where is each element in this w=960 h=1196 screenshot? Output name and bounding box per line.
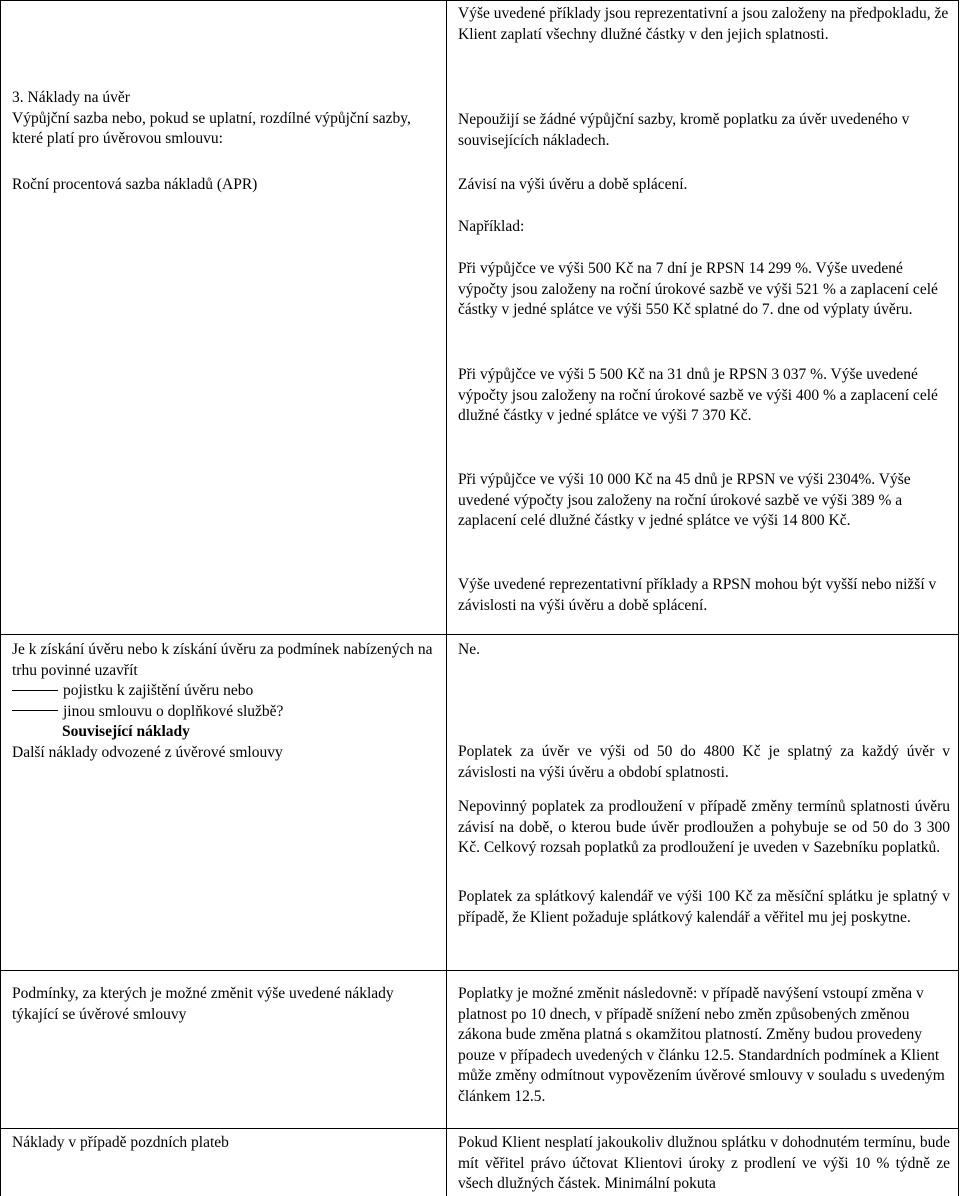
late-payment-text: Pokud Klient nesplatí jakoukoliv dlužnou splátku v dohodnutém termínu, bude mít věřitel právo účtovat Klientovi úroky z prodlení ve výši 10 % týdně ze všech dlužných částek. Minimální pokuta (458, 1134, 950, 1192)
insurance-answer: Ne. (458, 641, 480, 658)
no-rates-note: Nepoužijí se žádné výpůjční sazby, kromě poplatku za úvěr uvedeného v souvisejících nákladech. (458, 111, 910, 149)
representative-intro: Výše uvedené příklady jsou reprezentativní a jsou založeny na předpokladu, že Klient zaplatí všechny dlužné částky v den jejich splatnosti. (458, 5, 949, 43)
example-label: Například: (458, 218, 525, 235)
change-conditions-text: Poplatky je možné změnit následovně: v případě navýšení vstoupí změna v platnost po 10 dnech, v případě snížení nebo změn způsobených změnou zákona bude změna platná s okamžitou platností. Změny budou provedeny pouze v případech uvedených v článku 12.5. Standardních podmínek a Klient může změny odmítnout vypovězením úvěrové smlouvy v souladu s uvedeným článkem 12.5. (458, 985, 945, 1105)
insurance-question-text: Je k získání úvěru nebo k získání úvěru za podmínek nabízených na trhu povinné uzavřít (12, 641, 433, 679)
section-heading (12, 88, 437, 150)
row-divider (0, 634, 959, 635)
fee-paragraph: Nepovinný poplatek za prodloužení v případě změny termínů splatnosti úvěru závisí na době, o kterou bude úvěr prodloužen a pohybuje se od 50 do 3 300 Kč. Celkový rozsah poplatků za prodloužení je uveden v Sazebníku poplatků. (458, 798, 950, 856)
change-conditions-label: Podmínky, za kterých je možné změnit výše uvedené náklady týkající se úvěrové smlouvy (12, 985, 394, 1023)
fee-paragraph: Poplatek za splátkový kalendář ve výši 100 Kč za měsíční splátku je splatný v případě, že Klient požaduje splátkový kalendář a věřitel mu jej poskytne. (458, 888, 950, 926)
example-paragraph: Při výpůjčce ve výši 5 500 Kč na 31 dnů je RPSN 3 037 %. Výše uvedené výpočty jsou založeny na roční úrokové sazbě ve výši 400 % a zaplacení celé dlužné částky v jedné splátce ve výši 7 370 Kč. (458, 366, 938, 424)
dash-mark (12, 690, 58, 691)
table-border-left (0, 0, 1, 1196)
row-divider (0, 970, 959, 971)
table-border-top (0, 0, 959, 1)
row-divider (0, 1128, 959, 1129)
fee-paragraph: Poplatek za úvěr ve výši od 50 do 4800 Kč je splatný za každý úvěr v závislosti na výši úvěru a období splatnosti. (458, 743, 950, 781)
related-costs-heading: Související náklady (62, 723, 190, 740)
apr-label: Roční procentová sazba nákladů (APR) (12, 176, 258, 193)
variation-note: Výše uvedené reprezentativní příklady a RPSN mohou být vyšší nebo nižší v závislosti na výši úvěru a době splácení. (458, 576, 937, 614)
related-costs-label: Další náklady odvozené z úvěrové smlouvy (12, 743, 283, 761)
table-border-right (958, 0, 959, 1196)
rate-label: Výpůjční sazba nebo, pokud se uplatní, rozdílné výpůjční sazby, které platí pro úvěrovou smlouvu: (12, 109, 411, 147)
example-paragraph: Při výpůjčce ve výši 500 Kč na 7 dní je RPSN 14 299 %. Výše uvedené výpočty jsou založeny na roční úrokové sazbě ve výši 521 % a zaplacení celé částky v jedné splátce ve výši 550 Kč splatné do 7. dne od výplaty úvěru. (458, 260, 938, 318)
dash-mark (12, 710, 58, 711)
late-payment-label: Náklady v případě pozdních plateb (12, 1134, 229, 1151)
section-title: 3. Náklady na úvěr (12, 89, 130, 106)
column-divider (446, 0, 447, 1196)
insurance-option: pojistku k zajištění úvěru nebo (12, 681, 437, 702)
insurance-option: jinou smlouvu o doplňkové službě? (12, 702, 437, 723)
insurance-question (12, 640, 437, 763)
depends-note: Závisí na výši úvěru a době splácení. (458, 176, 688, 193)
example-paragraph: Při výpůjčce ve výši 10 000 Kč na 45 dnů je RPSN ve výši 2304%. Výše uvedené výpočty jsou založeny na roční úrokové sazbě ve výši 389 % a zaplacení celé dlužné částky v jedné splátce ve výši 14 800 Kč. (458, 471, 911, 529)
